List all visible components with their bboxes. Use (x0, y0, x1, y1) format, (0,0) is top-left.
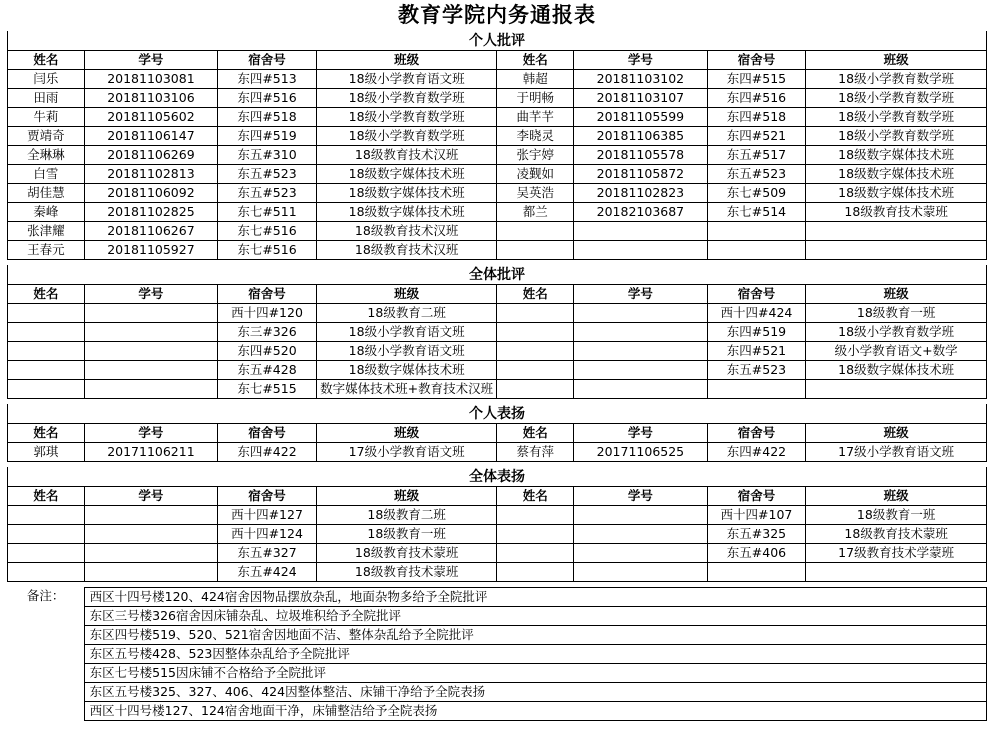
data-cell: 18级数字媒体技术班 (316, 361, 497, 380)
column-header: 姓名 (8, 424, 85, 443)
table-row (8, 165, 987, 184)
table-row (8, 184, 987, 203)
data-cell (8, 563, 85, 582)
remark-text: 东区三号楼326宿舍因床铺杂乱、垃圾堆积给予全院批评 (84, 607, 986, 626)
data-cell: 东四#422 (707, 443, 806, 462)
data-cell: 秦峰 (8, 203, 85, 222)
table-row (8, 342, 987, 361)
remark-row (8, 588, 987, 607)
table-row (8, 544, 987, 563)
data-cell: 西十四#424 (707, 304, 806, 323)
data-cell (497, 361, 574, 380)
data-cell (574, 222, 708, 241)
remark-row (8, 702, 987, 721)
data-cell (574, 323, 708, 342)
data-cell (497, 222, 574, 241)
data-cell: 东五#517 (707, 146, 806, 165)
column-header: 学号 (574, 487, 708, 506)
section-title: 个人批评 (8, 31, 987, 51)
data-cell: 东四#519 (218, 127, 317, 146)
remark-label-spacer (8, 645, 85, 664)
data-cell: 20181103081 (84, 70, 218, 89)
data-cell (84, 525, 218, 544)
data-cell: 18级教育一班 (316, 525, 497, 544)
data-cell (8, 544, 85, 563)
data-cell: 郭琪 (8, 443, 85, 462)
data-cell: 白雪 (8, 165, 85, 184)
data-cell: 20181106267 (84, 222, 218, 241)
column-header: 姓名 (497, 51, 574, 70)
remark-text: 东区五号楼325、327、406、424因整体整洁、床铺干净给予全院表扬 (84, 683, 986, 702)
data-cell: 东三#326 (218, 323, 317, 342)
data-cell: 18级小学教育语文班 (316, 70, 497, 89)
data-cell: 20181105602 (84, 108, 218, 127)
data-cell: 东七#515 (218, 380, 317, 399)
column-header: 宿舍号 (218, 424, 317, 443)
data-cell (84, 544, 218, 563)
data-cell: 18级小学教育数学班 (806, 70, 987, 89)
data-cell (84, 506, 218, 525)
data-cell: 东七#509 (707, 184, 806, 203)
data-cell: 东四#516 (707, 89, 806, 108)
data-cell: 17级教育技术学蒙班 (806, 544, 987, 563)
section-title: 全体表扬 (8, 467, 987, 487)
data-cell (497, 563, 574, 582)
data-cell: 18级小学教育数学班 (316, 89, 497, 108)
column-header-row (8, 285, 987, 304)
data-cell: 东四#518 (218, 108, 317, 127)
table-row (8, 563, 987, 582)
data-cell: 20182103687 (574, 203, 708, 222)
table-row (8, 506, 987, 525)
data-cell: 东四#520 (218, 342, 317, 361)
remark-label-spacer (8, 607, 85, 626)
table-row (8, 146, 987, 165)
data-cell: 东五#406 (707, 544, 806, 563)
data-cell: 20181106147 (84, 127, 218, 146)
data-cell (8, 342, 85, 361)
data-cell: 18级教育二班 (316, 304, 497, 323)
data-cell: 闫乐 (8, 70, 85, 89)
data-cell: 18级小学教育语文班 (316, 323, 497, 342)
data-cell: 贾靖奇 (8, 127, 85, 146)
data-cell: 东五#523 (218, 184, 317, 203)
data-cell (8, 380, 85, 399)
remark-label-spacer (8, 702, 85, 721)
data-cell: 18级小学教育数学班 (806, 127, 987, 146)
remark-text: 东区五号楼428、523因整体杂乱给予全院批评 (84, 645, 986, 664)
section-title: 全体批评 (8, 265, 987, 285)
remark-text: 西区十四号楼127、124宿舍地面干净，床铺整洁给予全院表扬 (84, 702, 986, 721)
data-cell: 18级小学教育数学班 (316, 127, 497, 146)
column-header: 班级 (316, 51, 497, 70)
notification-table (7, 31, 987, 721)
column-header: 宿舍号 (707, 51, 806, 70)
data-cell (8, 304, 85, 323)
data-cell: 张宇婷 (497, 146, 574, 165)
data-cell: 西十四#127 (218, 506, 317, 525)
data-cell: 17级小学教育语文班 (806, 443, 987, 462)
data-cell: 18级数字媒体技术班 (316, 203, 497, 222)
column-header: 班级 (316, 487, 497, 506)
column-header: 宿舍号 (218, 51, 317, 70)
data-cell (8, 525, 85, 544)
data-cell: 东五#327 (218, 544, 317, 563)
column-header: 宿舍号 (707, 285, 806, 304)
data-cell: 东七#514 (707, 203, 806, 222)
data-cell (497, 342, 574, 361)
data-cell: 田雨 (8, 89, 85, 108)
data-cell (707, 222, 806, 241)
data-cell: 牛莉 (8, 108, 85, 127)
data-cell: 18级教育一班 (806, 304, 987, 323)
data-cell: 韩超 (497, 70, 574, 89)
data-cell: 东四#521 (707, 342, 806, 361)
data-cell (806, 563, 987, 582)
data-cell: 18级教育技术蒙班 (316, 563, 497, 582)
column-header: 姓名 (497, 487, 574, 506)
data-cell: 东四#521 (707, 127, 806, 146)
column-header-row (8, 424, 987, 443)
data-cell (497, 241, 574, 260)
data-cell: 20181106269 (84, 146, 218, 165)
table-row (8, 525, 987, 544)
data-cell: 20181106385 (574, 127, 708, 146)
column-header: 姓名 (8, 51, 85, 70)
data-cell: 20181105599 (574, 108, 708, 127)
section-header-row (8, 404, 987, 424)
page-title: 教育学院内务通报表 (398, 2, 596, 27)
data-cell (574, 544, 708, 563)
data-cell: 于明畅 (497, 89, 574, 108)
table-row (8, 380, 987, 399)
data-cell (497, 380, 574, 399)
remark-row (8, 607, 987, 626)
data-cell (574, 361, 708, 380)
remark-label-spacer (8, 664, 85, 683)
data-cell: 曲芊芊 (497, 108, 574, 127)
table-row (8, 443, 987, 462)
data-cell: 20181103107 (574, 89, 708, 108)
column-header: 学号 (574, 285, 708, 304)
data-cell (806, 241, 987, 260)
table-row (8, 70, 987, 89)
column-header: 学号 (84, 51, 218, 70)
data-cell (497, 323, 574, 342)
data-cell: 东五#523 (707, 165, 806, 184)
data-cell: 东四#515 (707, 70, 806, 89)
data-cell (574, 241, 708, 260)
data-cell: 20181102823 (574, 184, 708, 203)
data-cell: 18级小学教育语文班 (316, 342, 497, 361)
data-cell (574, 304, 708, 323)
remark-label: 备注： (26, 587, 65, 603)
data-cell: 18级教育一班 (806, 506, 987, 525)
data-cell: 18级教育技术汉班 (316, 222, 497, 241)
column-header-row (8, 487, 987, 506)
data-cell (707, 241, 806, 260)
data-cell (84, 563, 218, 582)
table-row (8, 361, 987, 380)
table-body (8, 31, 987, 721)
data-cell: 西十四#120 (218, 304, 317, 323)
table-row (8, 89, 987, 108)
remark-text: 东区七号楼515因床铺不合格给予全院批评 (84, 664, 986, 683)
data-cell: 东四#516 (218, 89, 317, 108)
column-header: 班级 (316, 285, 497, 304)
section-header-row (8, 467, 987, 487)
column-header: 姓名 (497, 285, 574, 304)
data-cell: 20181105927 (84, 241, 218, 260)
data-cell: 西十四#107 (707, 506, 806, 525)
remark-row (8, 645, 987, 664)
data-cell: 18级小学教育数学班 (806, 108, 987, 127)
data-cell: 18级教育二班 (316, 506, 497, 525)
data-cell (8, 506, 85, 525)
data-cell: 20171106211 (84, 443, 218, 462)
data-cell: 西十四#124 (218, 525, 317, 544)
column-header: 宿舍号 (218, 285, 317, 304)
data-cell: 东五#310 (218, 146, 317, 165)
table-row (8, 203, 987, 222)
data-cell (8, 323, 85, 342)
data-cell: 东七#511 (218, 203, 317, 222)
data-cell: 18级教育技术蒙班 (316, 544, 497, 563)
remark-text: 东区四号楼519、520、521宿舍因地面不洁、整体杂乱给予全院批评 (84, 626, 986, 645)
data-cell: 20181103102 (574, 70, 708, 89)
data-cell (574, 342, 708, 361)
column-header: 班级 (806, 51, 987, 70)
data-cell: 20171106525 (574, 443, 708, 462)
data-cell (84, 361, 218, 380)
column-header: 宿舍号 (707, 424, 806, 443)
column-header: 姓名 (8, 487, 85, 506)
data-cell: 东五#325 (707, 525, 806, 544)
remark-label-spacer (8, 683, 85, 702)
data-cell: 东四#513 (218, 70, 317, 89)
data-cell: 全琳琳 (8, 146, 85, 165)
data-cell: 18级数字媒体技术班 (316, 184, 497, 203)
section-title: 个人表扬 (8, 404, 987, 424)
data-cell: 18级教育技术汉班 (316, 146, 497, 165)
remark-row (8, 664, 987, 683)
data-cell: 王春元 (8, 241, 85, 260)
column-header: 学号 (84, 285, 218, 304)
data-cell: 17级小学教育语文班 (316, 443, 497, 462)
data-cell: 18级教育技术蒙班 (806, 525, 987, 544)
data-cell: 东四#519 (707, 323, 806, 342)
data-cell (497, 544, 574, 563)
remark-text: 西区十四号楼120、424宿舍因物品摆放杂乱，地面杂物多给予全院批评 (84, 588, 986, 607)
data-cell (574, 506, 708, 525)
table-row (8, 222, 987, 241)
table-row (8, 323, 987, 342)
column-header: 宿舍号 (218, 487, 317, 506)
data-cell (84, 304, 218, 323)
data-cell: 18级数字媒体技术班 (806, 361, 987, 380)
data-cell (8, 361, 85, 380)
column-header: 班级 (316, 424, 497, 443)
column-header-row (8, 51, 987, 70)
data-cell: 20181102813 (84, 165, 218, 184)
data-cell (84, 342, 218, 361)
data-cell (497, 506, 574, 525)
data-cell: 数字媒体技术班+教育技术汉班 (316, 380, 497, 399)
column-header: 姓名 (8, 285, 85, 304)
data-cell: 18级数字媒体技术班 (806, 184, 987, 203)
remark-row (8, 683, 987, 702)
data-cell: 18级数字媒体技术班 (806, 146, 987, 165)
section-header-row (8, 31, 987, 51)
data-cell: 吴英浩 (497, 184, 574, 203)
data-cell (84, 323, 218, 342)
column-header: 班级 (806, 424, 987, 443)
column-header: 班级 (806, 285, 987, 304)
data-cell (497, 304, 574, 323)
data-cell: 18级小学教育数学班 (316, 108, 497, 127)
data-cell: 胡佳慧 (8, 184, 85, 203)
data-cell: 18级小学教育数学班 (806, 89, 987, 108)
column-header: 学号 (84, 424, 218, 443)
data-cell: 东五#523 (707, 361, 806, 380)
data-cell (574, 563, 708, 582)
data-cell: 张津耀 (8, 222, 85, 241)
data-cell (84, 380, 218, 399)
data-cell: 18级数字媒体技术班 (316, 165, 497, 184)
data-cell: 18级教育技术蒙班 (806, 203, 987, 222)
data-cell (497, 525, 574, 544)
column-header: 学号 (574, 51, 708, 70)
data-cell (806, 222, 987, 241)
data-cell: 20181105578 (574, 146, 708, 165)
table-row (8, 304, 987, 323)
remark-label-spacer (8, 626, 85, 645)
data-cell (707, 563, 806, 582)
table-row (8, 241, 987, 260)
column-header: 学号 (84, 487, 218, 506)
data-cell: 18级教育技术汉班 (316, 241, 497, 260)
column-header: 学号 (574, 424, 708, 443)
column-header: 宿舍号 (707, 487, 806, 506)
remark-row (8, 626, 987, 645)
data-cell: 东四#518 (707, 108, 806, 127)
data-cell (574, 525, 708, 544)
data-cell: 18级小学教育数学班 (806, 323, 987, 342)
table-row (8, 127, 987, 146)
data-cell: 20181105872 (574, 165, 708, 184)
data-cell: 20181106092 (84, 184, 218, 203)
data-cell (806, 380, 987, 399)
data-cell: 东七#516 (218, 222, 317, 241)
data-cell: 20181102825 (84, 203, 218, 222)
column-header: 姓名 (497, 424, 574, 443)
data-cell: 东五#428 (218, 361, 317, 380)
data-cell (574, 380, 708, 399)
data-cell: 20181103106 (84, 89, 218, 108)
column-header: 班级 (806, 487, 987, 506)
data-cell: 凌觐如 (497, 165, 574, 184)
data-cell: 蔡有萍 (497, 443, 574, 462)
data-cell: 东七#516 (218, 241, 317, 260)
data-cell: 李晓灵 (497, 127, 574, 146)
data-cell: 东四#422 (218, 443, 317, 462)
table-row (8, 108, 987, 127)
data-cell: 都兰 (497, 203, 574, 222)
data-cell (707, 380, 806, 399)
data-cell: 级小学教育语文+数学 (806, 342, 987, 361)
data-cell: 东五#424 (218, 563, 317, 582)
data-cell: 18级数字媒体技术班 (806, 165, 987, 184)
section-header-row (8, 265, 987, 285)
data-cell: 东五#523 (218, 165, 317, 184)
